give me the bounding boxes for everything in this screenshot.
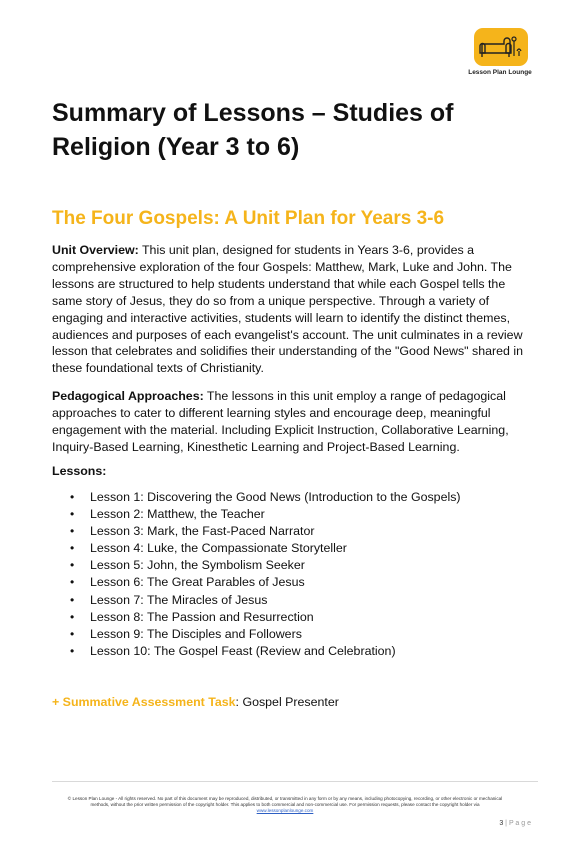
lesson-label: Lesson 2: Matthew, the Teacher (90, 507, 265, 522)
summative-assessment (52, 695, 339, 709)
lesson-label: Lesson 9: The Disciples and Followers (90, 626, 302, 641)
lesson-list (52, 489, 522, 660)
footer-copyright (62, 796, 508, 814)
unit-overview-label: Unit Overview: (52, 243, 139, 257)
page-word: P a g e (508, 820, 531, 827)
website-link[interactable]: www.lessonplanlounge.com (256, 808, 314, 813)
footer-divider (52, 781, 538, 782)
page-title: Summary of Lessons – Studies of Religion (Year 3 to 6) (52, 99, 454, 161)
list-item (52, 489, 522, 506)
lesson-label: Lesson 5: John, the Symbolism Seeker (90, 558, 305, 573)
bullet: • (70, 524, 75, 539)
bullet: • (70, 609, 75, 624)
bullet: • (70, 541, 75, 556)
couch-logo-icon (468, 26, 530, 68)
unit-overview (52, 242, 528, 377)
lesson-label: Lesson 3: Mark, the Fast-Paced Narrator (90, 524, 315, 539)
list-item (52, 506, 522, 523)
copyright-text: © Lesson Plan Lounge - All rights reserved. No part of this document may be reproduced, distributed, or transmitted in any form or by any means, including photocopying, recording, or other electronic or mechanical methods, without the prior written permission of the copyright holder. This applies to both commercial and non-commercial use. For permission requests, please contact the copyright holder via (67, 796, 503, 807)
bullet: • (70, 575, 75, 590)
list-item (52, 557, 522, 574)
page-number-value: 3 (499, 820, 504, 827)
lesson-label: Lesson 4: Luke, the Compassionate Storyteller (90, 541, 347, 556)
bullet: • (70, 592, 75, 607)
lessons-heading: Lessons: (52, 464, 107, 478)
bullet: • (70, 643, 75, 658)
pedagogy-text: The lessons in this unit employ a range of pedagogical approaches to cater to different learning styles and encourage deep, meaningful engagement with the material. Including Explicit Instruction, Collaborative Learning, Inquiry-Based Learning, Kinesthetic Learning and Project-Based Learning. (52, 389, 509, 454)
lesson-label: Lesson 10: The Gospel Feast (Review and Celebration) (90, 643, 396, 658)
bullet: • (70, 558, 75, 573)
list-item (52, 540, 522, 557)
lesson-label: Lesson 7: The Miracles of Jesus (90, 592, 268, 607)
bullet: • (70, 490, 75, 504)
list-item (52, 643, 522, 660)
summative-value: Gospel Presenter (239, 695, 339, 709)
unit-title: The Four Gospels: A Unit Plan for Years 3-6 (52, 208, 445, 229)
list-item (52, 523, 522, 540)
list-item (52, 609, 522, 626)
bullet: • (70, 626, 75, 641)
pedagogical-approaches (52, 388, 528, 456)
unit-overview-text: This unit plan, designed for students in Years 3-6, provides a comprehensive exploration of the four Gospels: Matthew, Mark, Luke and John. The lessons are structured to help students understand that while each Gospel tells the same story of Jesus, they do so from a unique perspective. Through a variety of engaging and interactive activities, students will learn to identify the distinct themes, audiences and purposes of each evangelist's account. The unit culminates in a review lesson that celebrates and solidifies their understanding of the "Good News" shared in these foundational texts of Christianity. (52, 243, 523, 376)
logo (468, 26, 530, 68)
page-number (499, 820, 531, 827)
page-separator: | (503, 820, 509, 827)
lesson-label: Lesson 1: Discovering the Good News (Introduction to the Gospels) (90, 490, 461, 504)
bullet: • (70, 507, 75, 522)
list-item (52, 592, 522, 609)
list-item (52, 574, 522, 591)
summative-label: + Summative Assessment Task (52, 695, 236, 709)
logo-text: Lesson Plan Lounge (468, 69, 532, 76)
pedagogy-label: Pedagogical Approaches: (52, 389, 204, 403)
list-item (52, 626, 522, 643)
lesson-label: Lesson 6: The Great Parables of Jesus (90, 575, 305, 590)
lesson-label: Lesson 8: The Passion and Resurrection (90, 609, 314, 624)
summative-separator: : (235, 695, 239, 709)
